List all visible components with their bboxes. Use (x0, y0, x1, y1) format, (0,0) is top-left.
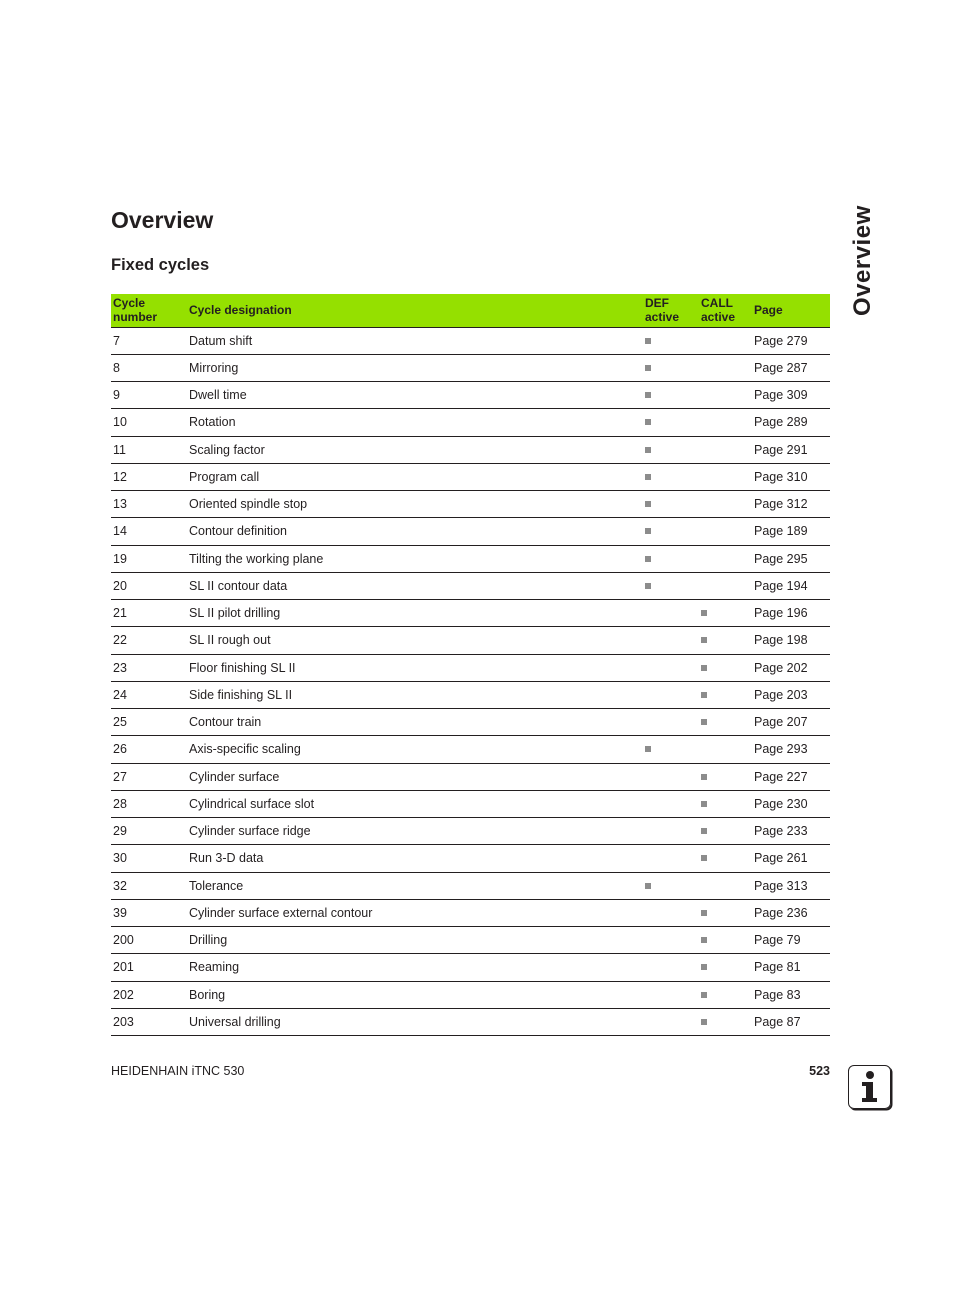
def-active-cell (643, 1008, 699, 1035)
footer-page-number: 523 (809, 1064, 830, 1078)
header-call-line2: active (701, 310, 736, 325)
call-active-cell (699, 790, 752, 817)
call-active-cell (699, 872, 752, 899)
page-reference-cell: Page 198 (752, 627, 830, 654)
page-reference-cell: Page 230 (752, 790, 830, 817)
page-reference-cell: Page 79 (752, 927, 830, 954)
cycle-designation-cell: Boring (187, 981, 643, 1008)
cycle-number-cell: 9 (111, 382, 187, 409)
call-active-cell (699, 518, 752, 545)
cycle-designation-cell: SL II pilot drilling (187, 600, 643, 627)
cycle-number-cell: 29 (111, 818, 187, 845)
cycle-designation-cell: Dwell time (187, 382, 643, 409)
cycle-designation-cell: Contour train (187, 709, 643, 736)
footer-product-name: HEIDENHAIN iTNC 530 (111, 1064, 245, 1078)
table-header-row (111, 294, 830, 327)
cycle-designation-cell: Oriented spindle stop (187, 491, 643, 518)
table-row (111, 872, 830, 899)
square-bullet-icon (701, 855, 707, 861)
cycle-number-cell: 200 (111, 927, 187, 954)
table-row (111, 545, 830, 572)
def-active-cell (643, 463, 699, 490)
cycle-designation-cell: SL II rough out (187, 627, 643, 654)
def-active-cell (643, 409, 699, 436)
square-bullet-icon (645, 392, 651, 398)
def-active-cell (643, 436, 699, 463)
call-active-cell (699, 327, 752, 354)
cycle-number-cell: 30 (111, 845, 187, 872)
table-row (111, 818, 830, 845)
cycle-designation-cell: Cylindrical surface slot (187, 790, 643, 817)
cycle-number-cell: 11 (111, 436, 187, 463)
cycle-number-cell: 28 (111, 790, 187, 817)
def-active-cell (643, 736, 699, 763)
call-active-cell (699, 354, 752, 381)
table-row (111, 654, 830, 681)
def-active-cell (643, 327, 699, 354)
call-active-cell (699, 545, 752, 572)
def-active-cell (643, 627, 699, 654)
header-def-active (643, 294, 699, 327)
table-row (111, 681, 830, 708)
cycle-number-cell: 21 (111, 600, 187, 627)
page-reference-cell: Page 194 (752, 572, 830, 599)
call-active-cell (699, 572, 752, 599)
section-title: Fixed cycles (111, 256, 210, 274)
table-row (111, 763, 830, 790)
table-row (111, 463, 830, 490)
table-row (111, 409, 830, 436)
square-bullet-icon (701, 801, 707, 807)
fixed-cycles-table (111, 294, 830, 1036)
page-reference-cell: Page 83 (752, 981, 830, 1008)
def-active-cell (643, 382, 699, 409)
cycle-number-cell: 25 (111, 709, 187, 736)
cycle-number-cell: 14 (111, 518, 187, 545)
table-row (111, 845, 830, 872)
square-bullet-icon (645, 474, 651, 480)
header-call-line1: CALL (701, 296, 733, 311)
def-active-cell (643, 709, 699, 736)
call-active-cell (699, 600, 752, 627)
page-reference-cell: Page 81 (752, 954, 830, 981)
table-row (111, 981, 830, 1008)
header-def-line1: DEF (645, 296, 669, 311)
square-bullet-icon (701, 665, 707, 671)
page-reference-cell: Page 293 (752, 736, 830, 763)
header-cycle-designation: Cycle designation (187, 294, 643, 327)
call-active-cell (699, 409, 752, 436)
page-reference-cell: Page 236 (752, 899, 830, 926)
def-active-cell (643, 654, 699, 681)
cycle-designation-cell: SL II contour data (187, 572, 643, 599)
page-reference-cell: Page 289 (752, 409, 830, 436)
square-bullet-icon (701, 610, 707, 616)
cycle-number-cell: 20 (111, 572, 187, 599)
info-icon (848, 1065, 891, 1109)
call-active-cell (699, 627, 752, 654)
cycle-designation-cell: Rotation (187, 409, 643, 436)
square-bullet-icon (701, 774, 707, 780)
square-bullet-icon (701, 964, 707, 970)
cycle-designation-cell: Datum shift (187, 327, 643, 354)
cycle-number-cell: 19 (111, 545, 187, 572)
call-active-cell (699, 899, 752, 926)
square-bullet-icon (645, 447, 651, 453)
cycle-number-cell: 22 (111, 627, 187, 654)
call-active-cell (699, 763, 752, 790)
page-reference-cell: Page 295 (752, 545, 830, 572)
square-bullet-icon (645, 556, 651, 562)
page-reference-cell: Page 279 (752, 327, 830, 354)
call-active-cell (699, 681, 752, 708)
square-bullet-icon (645, 338, 651, 344)
call-active-cell (699, 491, 752, 518)
table-row (111, 899, 830, 926)
page-reference-cell: Page 310 (752, 463, 830, 490)
page-title: Overview (111, 207, 214, 233)
cycle-number-cell: 23 (111, 654, 187, 681)
square-bullet-icon (701, 910, 707, 916)
page-reference-cell: Page 227 (752, 763, 830, 790)
cycle-designation-cell: Cylinder surface ridge (187, 818, 643, 845)
square-bullet-icon (701, 719, 707, 725)
cycle-designation-cell: Cylinder surface external contour (187, 899, 643, 926)
cycle-designation-cell: Scaling factor (187, 436, 643, 463)
call-active-cell (699, 845, 752, 872)
square-bullet-icon (701, 1019, 707, 1025)
info-icon-glyph (856, 1070, 884, 1104)
call-active-cell (699, 463, 752, 490)
header-cycle-number-line1: Cycle (113, 296, 146, 311)
square-bullet-icon (645, 365, 651, 371)
header-cycle-number (111, 294, 187, 327)
call-active-cell (699, 818, 752, 845)
page-reference-cell: Page 189 (752, 518, 830, 545)
page-reference-cell: Page 233 (752, 818, 830, 845)
square-bullet-icon (645, 501, 651, 507)
cycle-designation-cell: Cylinder surface (187, 763, 643, 790)
table-row (111, 627, 830, 654)
def-active-cell (643, 354, 699, 381)
page-reference-cell: Page 203 (752, 681, 830, 708)
cycle-number-cell: 27 (111, 763, 187, 790)
cycle-designation-cell: Drilling (187, 927, 643, 954)
table-row (111, 436, 830, 463)
cycle-number-cell: 201 (111, 954, 187, 981)
def-active-cell (643, 872, 699, 899)
table-row (111, 736, 830, 763)
call-active-cell (699, 981, 752, 1008)
header-def-line2: active (645, 310, 680, 325)
call-active-cell (699, 954, 752, 981)
cycle-designation-cell: Reaming (187, 954, 643, 981)
square-bullet-icon (701, 992, 707, 998)
table-body (111, 327, 830, 1036)
cycle-designation-cell: Axis-specific scaling (187, 736, 643, 763)
page-reference-cell: Page 291 (752, 436, 830, 463)
page-reference-cell: Page 87 (752, 1008, 830, 1035)
call-active-cell (699, 654, 752, 681)
call-active-cell (699, 927, 752, 954)
page-reference-cell: Page 287 (752, 354, 830, 381)
table-row (111, 327, 830, 354)
cycle-number-cell: 13 (111, 491, 187, 518)
header-call-active (699, 294, 752, 327)
cycle-number-cell: 202 (111, 981, 187, 1008)
square-bullet-icon (701, 692, 707, 698)
def-active-cell (643, 600, 699, 627)
def-active-cell (643, 518, 699, 545)
page-reference-cell: Page 312 (752, 491, 830, 518)
page-reference-cell: Page 207 (752, 709, 830, 736)
call-active-cell (699, 382, 752, 409)
cycle-number-cell: 32 (111, 872, 187, 899)
cycle-designation-cell: Universal drilling (187, 1008, 643, 1035)
table-row (111, 1008, 830, 1035)
cycle-designation-cell: Side finishing SL II (187, 681, 643, 708)
cycle-number-cell: 26 (111, 736, 187, 763)
call-active-cell (699, 709, 752, 736)
table-row (111, 354, 830, 381)
table-row (111, 518, 830, 545)
square-bullet-icon (701, 828, 707, 834)
cycle-number-cell: 39 (111, 899, 187, 926)
cycle-designation-cell: Tilting the working plane (187, 545, 643, 572)
table-row (111, 954, 830, 981)
square-bullet-icon (645, 883, 651, 889)
table-row (111, 572, 830, 599)
table-row (111, 790, 830, 817)
cycle-designation-cell: Mirroring (187, 354, 643, 381)
header-page: Page (752, 294, 830, 327)
page-reference-cell: Page 261 (752, 845, 830, 872)
table-row (111, 709, 830, 736)
cycle-designation-cell: Floor finishing SL II (187, 654, 643, 681)
cycle-designation-cell: Program call (187, 463, 643, 490)
table-row (111, 382, 830, 409)
square-bullet-icon (645, 419, 651, 425)
page-reference-cell: Page 313 (752, 872, 830, 899)
table-row (111, 491, 830, 518)
def-active-cell (643, 790, 699, 817)
def-active-cell (643, 763, 699, 790)
def-active-cell (643, 545, 699, 572)
square-bullet-icon (645, 746, 651, 752)
cycle-number-cell: 10 (111, 409, 187, 436)
table-row (111, 600, 830, 627)
cycle-number-cell: 8 (111, 354, 187, 381)
square-bullet-icon (645, 583, 651, 589)
cycle-designation-cell: Run 3-D data (187, 845, 643, 872)
square-bullet-icon (645, 528, 651, 534)
def-active-cell (643, 681, 699, 708)
def-active-cell (643, 954, 699, 981)
cycle-designation-cell: Tolerance (187, 872, 643, 899)
def-active-cell (643, 981, 699, 1008)
def-active-cell (643, 491, 699, 518)
cycle-designation-cell: Contour definition (187, 518, 643, 545)
def-active-cell (643, 927, 699, 954)
page-reference-cell: Page 196 (752, 600, 830, 627)
table-row (111, 927, 830, 954)
call-active-cell (699, 436, 752, 463)
def-active-cell (643, 845, 699, 872)
page-reference-cell: Page 309 (752, 382, 830, 409)
call-active-cell (699, 1008, 752, 1035)
def-active-cell (643, 818, 699, 845)
side-tab-label: Overview (849, 205, 876, 316)
def-active-cell (643, 899, 699, 926)
cycle-number-cell: 12 (111, 463, 187, 490)
cycle-number-cell: 24 (111, 681, 187, 708)
square-bullet-icon (701, 637, 707, 643)
cycle-number-cell: 7 (111, 327, 187, 354)
page-reference-cell: Page 202 (752, 654, 830, 681)
call-active-cell (699, 736, 752, 763)
def-active-cell (643, 572, 699, 599)
square-bullet-icon (701, 937, 707, 943)
header-cycle-number-line2: number (113, 310, 158, 325)
cycle-number-cell: 203 (111, 1008, 187, 1035)
